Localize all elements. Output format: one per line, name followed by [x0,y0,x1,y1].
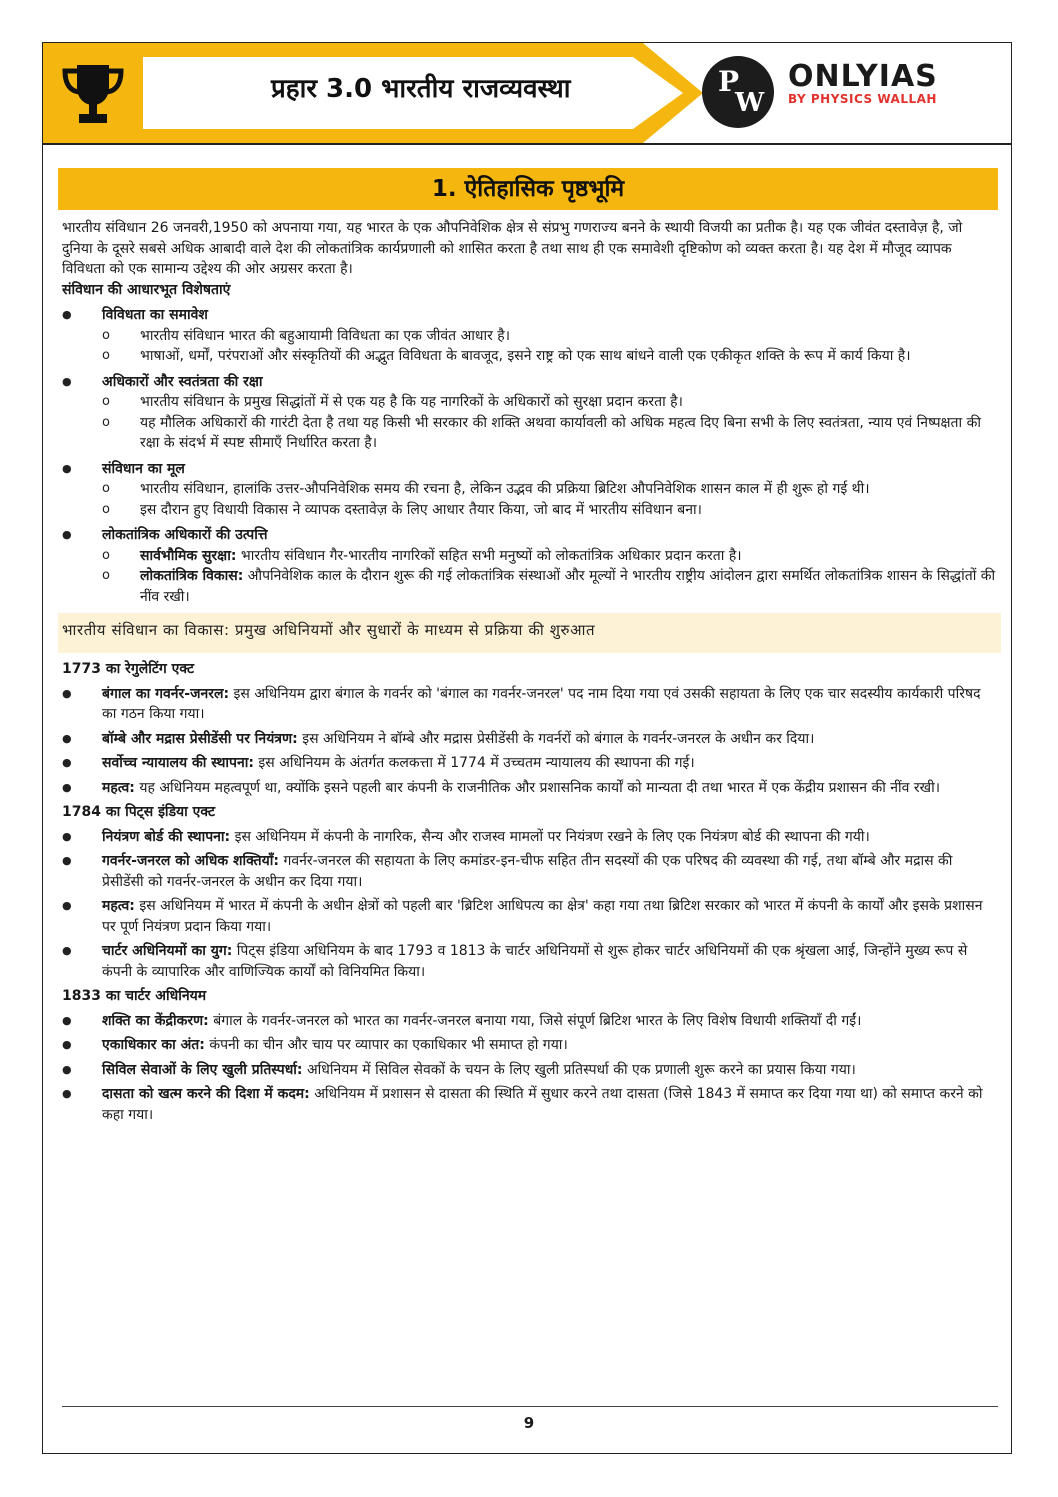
act-heading: 1773 का रेगुलेटिंग एक्ट [62,661,195,677]
act-item [62,753,997,774]
page-header [43,43,1011,143]
act-item [62,778,997,799]
act-item [62,896,997,937]
feature-point: o भाषाओं, धर्मों, परंपराओं और संस्कृतियों की अद्भुत विविधता के बावजूद, इसने राष्ट्र को एक साथ बांधने वाली एक एकीकृत शक्ति के रूप में कार्य किया है। [62,346,997,367]
item-label: सर्वोच्च न्यायालय की स्थापना: [102,755,254,771]
act-item [62,1060,997,1081]
footer-divider [62,1406,998,1407]
point-text: भारतीय संविधान गैर-भारतीय नागरिकों सहित सभी मनुष्यों को लोकतांत्रिक अधिकार प्रदान करता है। [236,547,742,564]
brand-subtitle: BY PHYSICS WALLAH [788,92,937,106]
feature-point: o भारतीय संविधान भारत की बहुआयामी विविधता का एक जीवंत आधार है। [62,326,997,347]
item-text: कंपनी का चीन और चाय पर व्यापार का एकाधिकार भी समाप्त हो गया। [204,1037,568,1053]
act-item [62,941,997,982]
feature-title: ● संविधान का मूल [62,459,997,480]
point-label: लोकतांत्रिक विकास: [140,568,244,584]
feature-point: o यह मौलिक अधिकारों की गारंटी देता है तथा यह किसी भी सरकार की शक्ति अथवा कार्यावली को अधिक महत्व दिए बिना सभी के लिए स्वतंत्रता, न्याय एवं निष्पक्षता की रक्षा के संदर्भ में स्पष्ट सीमाएँ निर्धारित करता है। [62,413,997,454]
item-text: इस अधिनियम के अंतर्गत कलकत्ता में 1774 में उच्चतम न्यायालय की स्थापना की गई। [253,755,695,771]
brand-name: ONLYIAS [788,59,938,94]
pw-logo: P W [702,56,774,128]
act-item [62,1011,997,1032]
item-label: दासता को खत्म करने की दिशा में कदम: [102,1086,310,1102]
title-banner [143,43,703,143]
trophy-badge [43,43,143,143]
brand-block [788,59,938,106]
content-body [62,218,997,1125]
item-label: नियंत्रण बोर्ड की स्थापना: [102,828,231,845]
feature-title: ● विविधता का समावेश [62,305,997,326]
item-label: महत्व: [102,779,135,796]
point-label: सार्वभौमिक सुरक्षा: [140,547,237,564]
item-text: इस अधिनियम में भारत में कंपनी के अधीन क्षेत्रों को पहली बार 'ब्रिटिश आधिपत्य का क्षेत्र' कहा गया तथा ब्रिटिश सरकार को भारत में कंपनी के कार्यों और इसके प्रशासन पर पूर्ण नियंत्रण प्रदान किया गया। [102,898,983,935]
item-text: गवर्नर-जनरल की सहायता के लिए कमांडर-इन-चीफ सहित तीन सदस्यों की एक परिषद की व्यवस्था की गई, तथा बॉम्बे और मद्रास की प्रेसीडेंसी को गवर्नर-जनरल के अधीन कर दिया गया। [102,853,953,890]
feature-point: o इस दौरान हुए विधायी विकास ने व्यापक दस्तावेज़ के लिए आधार तैयार किया, जो बाद में भारतीय संविधान बना। [62,500,997,521]
feature-title: ● लोकतांत्रिक अधिकारों की उत्पत्ति [62,525,997,546]
act-item [62,684,997,725]
evolution-band: भारतीय संविधान का विकास: प्रमुख अधिनियमों और सुधारों के माध्यम से प्रक्रिया की शुरुआत [58,613,1001,653]
item-label: एकाधिकार का अंत: [102,1037,205,1053]
item-text: अधिनियम में प्रशासन से दासता की स्थिति में सुधार करने तथा दासता (जिसे 1843 में समाप्त कर दिया गया था) को समाप्त करने को कहा गया। [102,1086,983,1123]
item-text: पिट्स इंडिया अधिनियम के बाद 1793 व 1813 के चार्टर अधिनियमों से शुरू होकर चार्टर अधिनियमों की एक श्रृंखला आई, जिन्होंने मुख्य रूप से कंपनी के व्यापारिक और वाणिज्यिक कार्यों को विनियमित किया। [102,943,968,980]
item-label: महत्व: [102,898,135,914]
page-number: 9 [523,1414,535,1432]
point-text: औपनिवेशिक काल के दौरान शुरू की गई लोकतांत्रिक संस्थाओं और मूल्यों ने भारतीय राष्ट्रीय आंदोलन द्वारा समर्थित लोकतांत्रिक शासन के सिद्धांतों की नींव रखी। [140,568,996,605]
item-text: इस अधिनियम द्वारा बंगाल के गवर्नर को 'बंगाल का गवर्नर-जनरल' पद नाम दिया गया एवं उसकी सहायता के लिए एक चार सदस्यीय कार्यकारी परिषद का गठन किया गया। [102,685,981,722]
item-label: चार्टर अधिनियमों का युग: [102,943,233,959]
feature-point: o भारतीय संविधान के प्रमुख सिद्धांतों में से एक यह है कि यह नागरिकों के अधिकारों को सुरक्षा प्रदान करता है। [62,392,997,413]
act-item [62,827,997,848]
act-item [62,1084,997,1125]
feature-point: o भारतीय संविधान, हालांकि उत्तर-औपनिवेशिक समय की रचना है, लेकिन उद्भव की प्रक्रिया ब्रिटिश औपनिवेशिक शासन काल में ही शुरू हो गई थी। [62,479,997,500]
item-label: बंगाल का गवर्नर-जनरल: [102,685,230,702]
section-heading: 1. ऐतिहासिक पृष्ठभूमि [58,168,998,210]
item-label: सिविल सेवाओं के लिए खुली प्रतिस्पर्धा: [102,1061,303,1078]
intro-paragraph: भारतीय संविधान 26 जनवरी,1950 को अपनाया गया, यह भारत के एक औपनिवेशिक क्षेत्र से संप्रभु गणराज्य बनने के स्थायी विजयी का प्रतीक है। यह एक जीवंत दस्तावेज़ है, जो दुनिया के दूसरे सबसे अधिक आबादी वाले देश की लोकतांत्रिक कार्यप्रणाली को शासित करता है तथा साथ ही एक समावेशी दृष्टिकोण को व्यक्त करता है। यह देश में मौजूद व्यापक विविधता को एक सामान्य उद्देश्य की ओर अग्रसर करता है। [62,220,963,277]
item-text: अधिनियम में सिविल सेवकों के चयन के लिए खुली प्रतिस्पर्धा की एक प्रणाली शुरू करने का प्रयास किया गया। [302,1061,856,1078]
trophy-icon [57,59,129,129]
act-heading: 1784 का पिट्स इंडिया एक्ट [62,804,216,820]
item-text: यह अधिनियम महत्वपूर्ण था, क्योंकि इसने पहली बार कंपनी के राजनीतिक और प्रशासनिक कार्यों को मान्यता दी तथा भारत में एक केंद्रीय प्रशासन की नींव रखी। [134,779,941,796]
item-text: बंगाल के गवर्नर-जनरल को भारत का गवर्नर-जनरल बनाया गया, जिसे संपूर्ण ब्रिटिश भारत के लिए विशेष विधायी शक्तियाँ दी गईं। [208,1012,862,1029]
act-item [62,851,997,892]
act-item [62,1035,997,1056]
item-label: गवर्नर-जनरल को अधिक शक्तियाँ: [102,853,280,869]
page-title: प्रहार 3.0 भारतीय राजव्यवस्था [271,74,571,104]
feature-title: ● अधिकारों और स्वतंत्रता की रक्षा [62,372,997,393]
header-divider [43,143,1011,145]
item-text: इस अधिनियम में कंपनी के नागरिक, सैन्य और राजस्व मामलों पर नियंत्रण रखने के लिए एक नियंत्रण बोर्ड की स्थापना की गयी। [230,828,870,845]
feature-point [62,566,997,607]
item-label: बॉम्बे और मद्रास प्रेसीडेंसी पर नियंत्रण: [102,730,298,747]
act-heading: 1833 का चार्टर अधिनियम [62,988,207,1004]
features-heading: संविधान की आधारभूत विशेषताएं [62,281,231,298]
act-item [62,729,997,750]
feature-point [62,546,997,567]
item-label: शक्ति का केंद्रीकरण: [102,1012,209,1029]
item-text: इस अधिनियम ने बॉम्बे और मद्रास प्रेसीडेंसी के गवर्नरों को बंगाल के गवर्नर-जनरल के अधीन कर दिया। [297,730,815,747]
